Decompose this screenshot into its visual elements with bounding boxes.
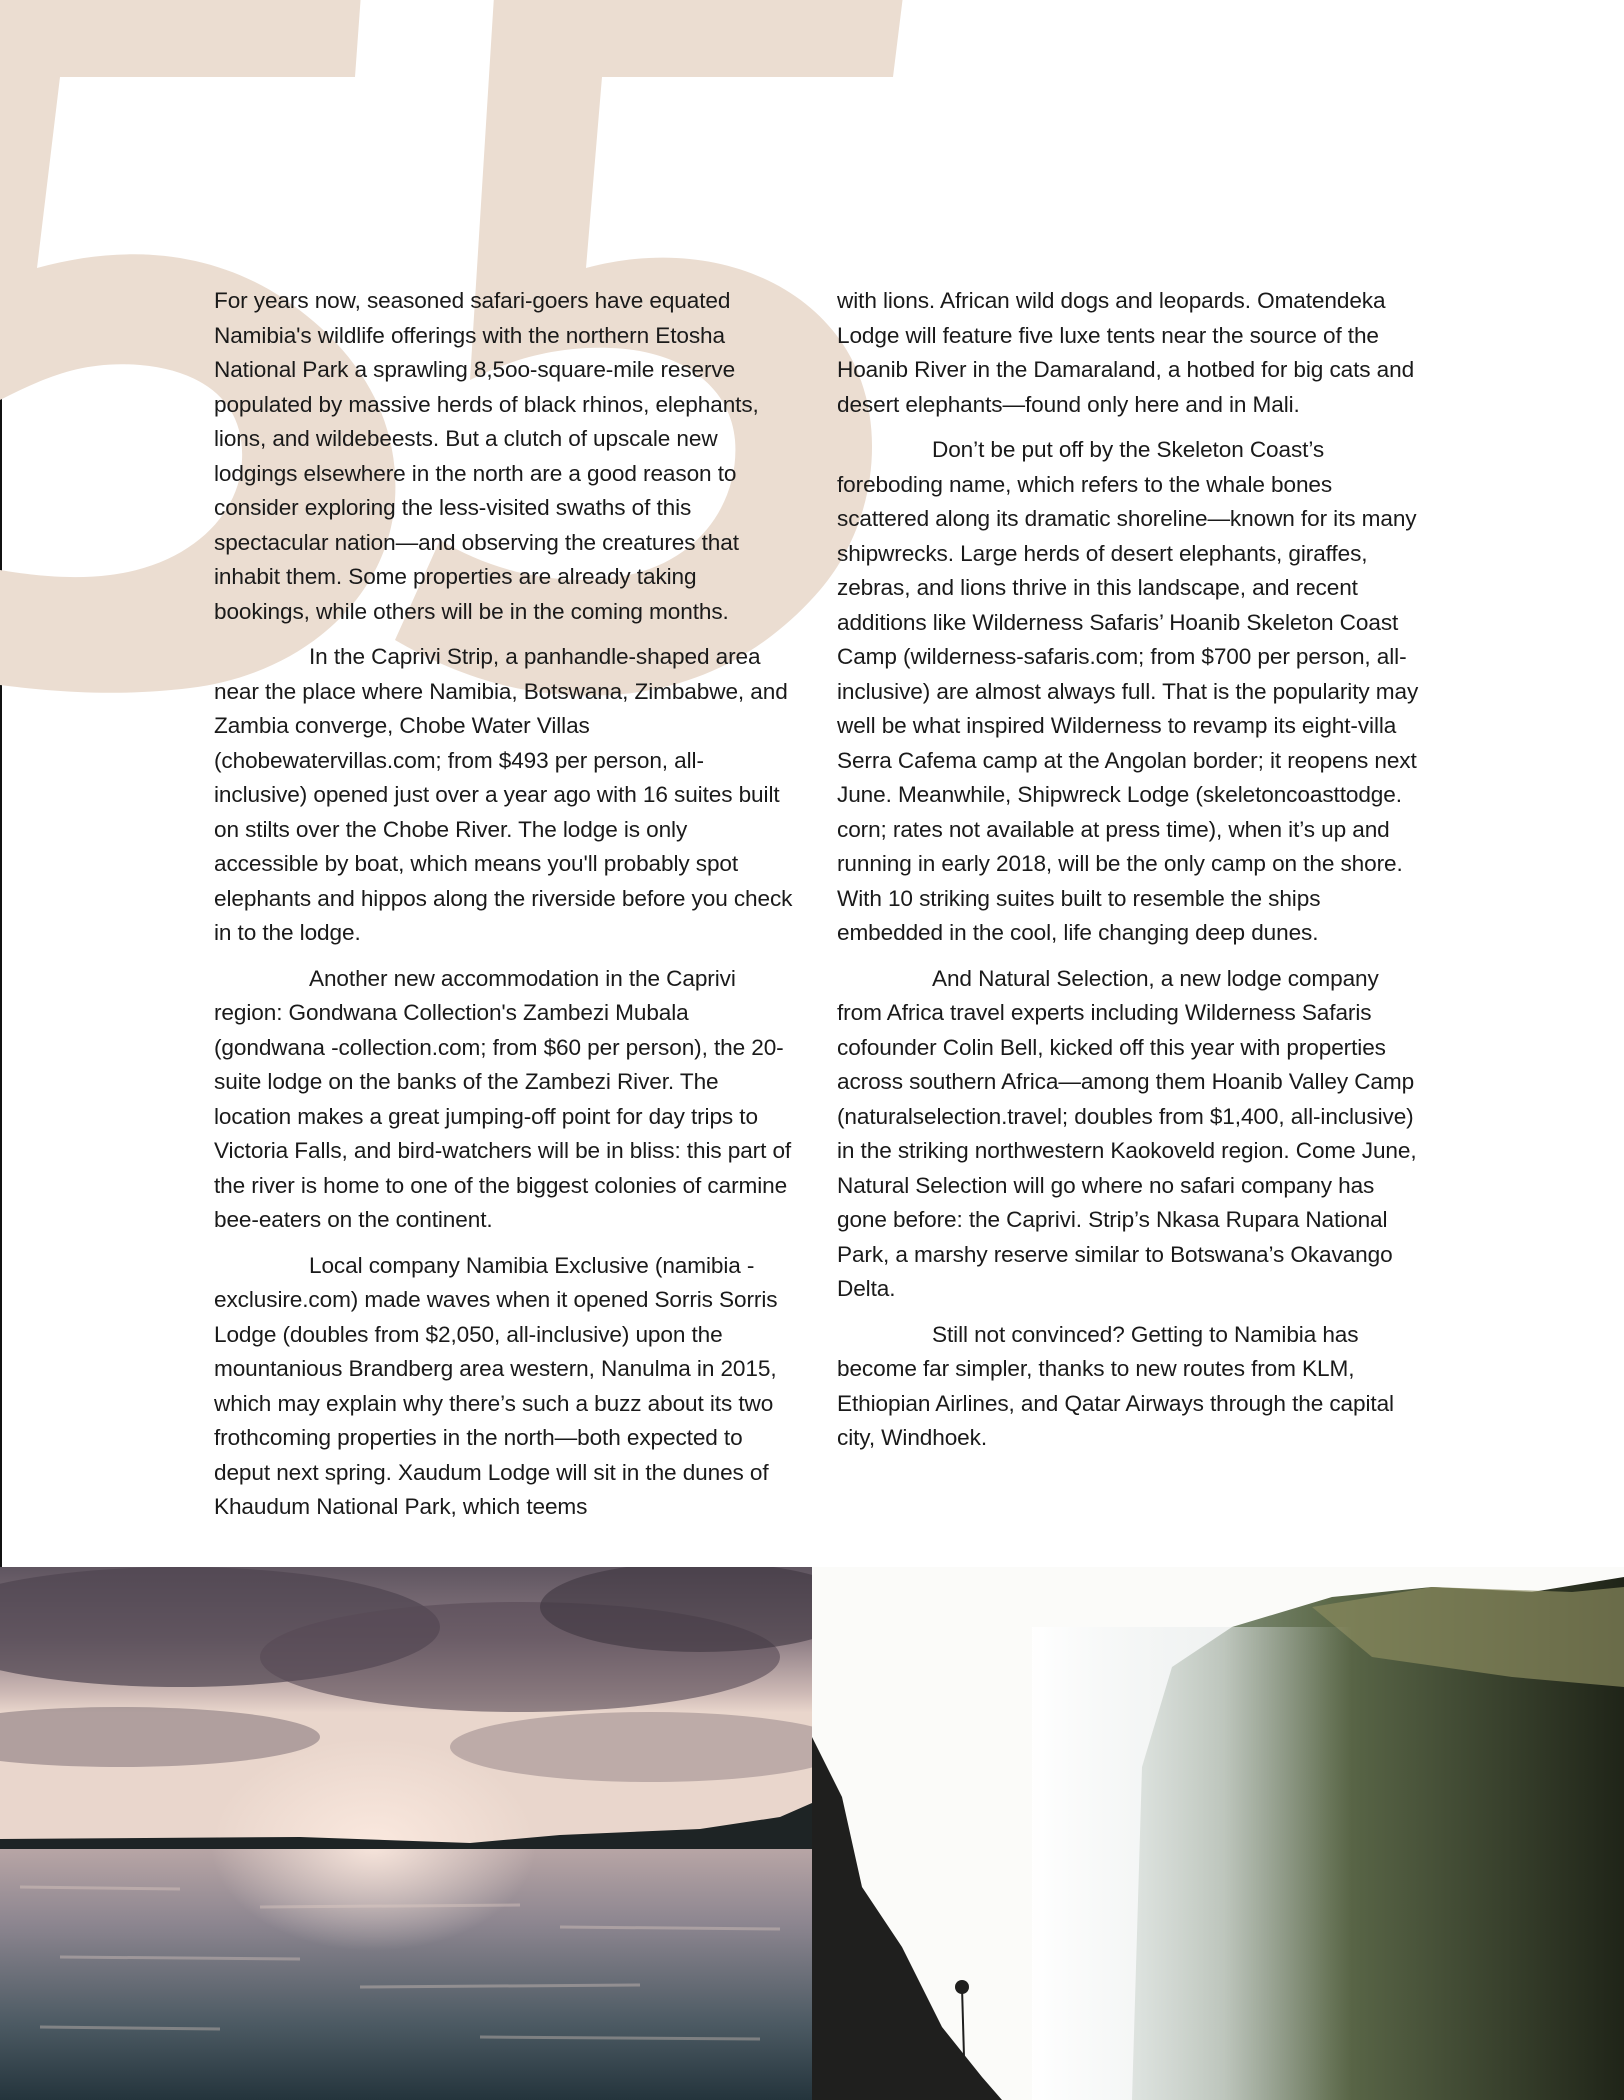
paragraph: And Natural Selection, a new lodge company from Africa travel experts including Wilderness Safaris cofounder Colin Bell, kicked off this year with properties across southern Africa—among them Hoanib Valley Camp (naturalselection.travel; doubles from $1,400, all-inclusive) in the striking northwestern Kaokoveld region. Come June, Natural Selection will go where no safari company has gone before: the Caprivi. Strip’s Nkasa Rupara National Park, a marshy reserve similar to Botswana’s Okavango Delta. <box>837 965 1417 1301</box>
paragraph: Another new accommodation in the Caprivi region: Gondwana Collection's Zambezi Mubala (gondwana -collection.com; from $60 per person), the 20-suite lodge on the banks of the Zambezi River. The location makes a great jumping-off point for day trips to Victoria Falls, and bird-watchers will be in bliss: this part of the river is home to one of the biggest colonies of carmine bee-eaters on the continent. <box>214 965 792 1232</box>
paragraph: In the Caprivi Strip, a panhandle-shaped area near the place where Namibia, Botswana, Zimbabwe, and Zambia converge, Chobe Water Villas (chobewatervillas.com; from $493 per person, all-inclusive) opened just over a year ago with 16 suites built on stilts over the Chobe River. The lodge is only accessible by boat, which means you'll probably spot elephants and hippos along the riverside before you check in to the lodge. <box>214 644 793 945</box>
paragraph: For years now, seasoned safari-goers have equated Namibia's wildlife offerings with the northern Etosha National Park a sprawling 8,5oo-square-mile reserve populated by massive herds of black rhinos, elephants, lions, and wildebeests. But a clutch of upscale new lodgings elsewhere in the north are a good reason to consider exploring the less-visited swaths of this spectacular nation—and observing the creatures that inhabit them. Some properties are already taking bookings, while others will be in the coming months. <box>214 288 759 624</box>
photo-waterfall-mist <box>812 1567 1624 2100</box>
paragraph: Still not convinced? Getting to Namibia has become far simpler, thanks to new routes from KLM, Ethiopian Airlines, and Qatar Airways through the capital city, Windhoek. <box>837 1321 1394 1450</box>
paragraph: Local company Namibia Exclusive (namibia -exclusire.com) made waves when it opened Sorris Sorris Lodge (doubles from $2,050, all-inclusive) upon the mountanious Brandberg area western, Nanulma in 2015, which may explain why there’s such a buzz about its two frothcoming properties in the north—both expected to deput next spring. Xaudum Lodge will sit in the dunes of Khaudum National Park, which teems <box>214 1252 778 1519</box>
paragraph: Don’t be put off by the Skeleton Coast’s foreboding name, which refers to the whale bones scattered along its dramatic shoreline—known for its many shipwrecks. Large herds of desert elephants, giraffes, zebras, and lions thrive in this landscape, and recent additions like Wilderness Safaris’ Hoanib Skeleton Coast Camp (wilderness-safaris.com; from $700 per person, all-inclusive) are almost always full. That is the popularity may well be what inspired Wilderness to revamp its eight-villa Serra Cafema camp at the Angolan border; it reopens next June. Meanwhile, Shipwreck Lodge (skeletoncoasttodge. corn; rates not available at press time), when it’s up and running in early 2018, will be the only camp on the shore. With 10 striking suites built to resemble the ships embedded in the cool, life changing deep dunes. <box>837 437 1419 945</box>
article-column-right <box>837 284 1427 1467</box>
article-column-left <box>214 284 794 1536</box>
paragraph: with lions. African wild dogs and leopards. Omatendeka Lodge will feature five luxe tents near the source of the Hoanib River in the Damaraland, a hotbed for big cats and desert elephants—found only here and in Mali. <box>837 288 1415 417</box>
photo-water-sunset <box>0 1567 812 2100</box>
